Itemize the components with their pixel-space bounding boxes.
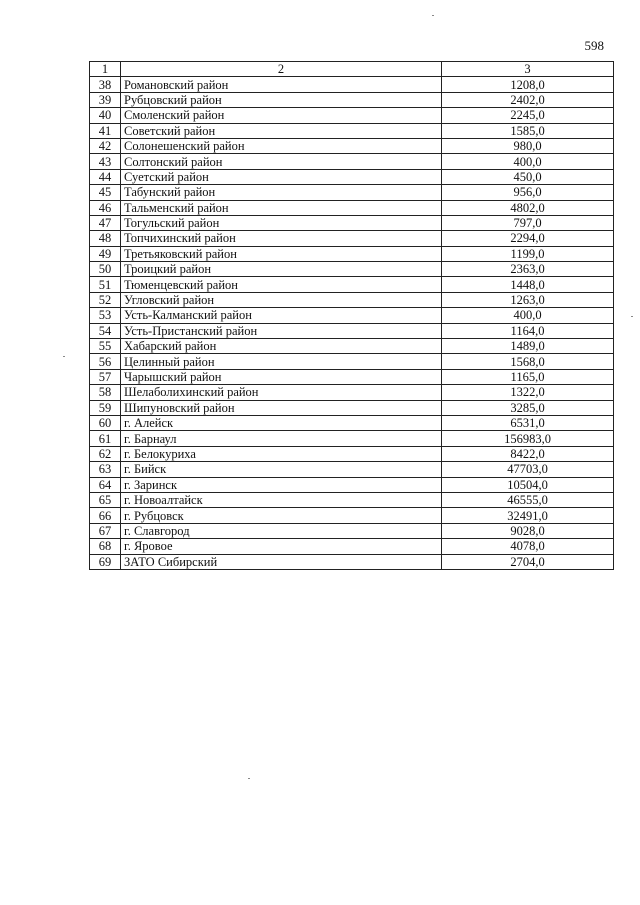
row-number: 43	[90, 154, 121, 169]
table-row	[90, 492, 614, 507]
table-row	[90, 446, 614, 461]
scan-speck	[631, 316, 633, 317]
row-number: 38	[90, 77, 121, 92]
row-value: 156983,0	[442, 431, 614, 446]
row-number: 45	[90, 185, 121, 200]
row-value: 1263,0	[442, 292, 614, 307]
row-value: 2704,0	[442, 554, 614, 569]
row-value: 400,0	[442, 308, 614, 323]
header-col-value: 3	[442, 62, 614, 77]
row-name: г. Новоалтайск	[121, 492, 442, 507]
table-row	[90, 400, 614, 415]
row-name: Романовский район	[121, 77, 442, 92]
table-row	[90, 138, 614, 153]
table-row	[90, 77, 614, 92]
row-name: ЗАТО Сибирский	[121, 554, 442, 569]
table-row	[90, 323, 614, 338]
row-value: 1568,0	[442, 354, 614, 369]
row-value: 6531,0	[442, 415, 614, 430]
table-row	[90, 339, 614, 354]
row-number: 53	[90, 308, 121, 323]
row-value: 46555,0	[442, 492, 614, 507]
table-row	[90, 385, 614, 400]
row-name: Смоленский район	[121, 108, 442, 123]
row-number: 65	[90, 492, 121, 507]
row-number: 69	[90, 554, 121, 569]
table-row	[90, 123, 614, 138]
row-number: 48	[90, 231, 121, 246]
row-name: Солонешенский район	[121, 138, 442, 153]
row-name: г. Рубцовск	[121, 508, 442, 523]
row-value: 3285,0	[442, 400, 614, 415]
row-name: Третьяковский район	[121, 246, 442, 261]
row-name: Троицкий район	[121, 262, 442, 277]
table-row	[90, 308, 614, 323]
table-row	[90, 246, 614, 261]
row-number: 55	[90, 339, 121, 354]
row-number: 59	[90, 400, 121, 415]
row-value: 797,0	[442, 215, 614, 230]
row-number: 68	[90, 539, 121, 554]
table-row	[90, 415, 614, 430]
table-row	[90, 554, 614, 569]
row-number: 40	[90, 108, 121, 123]
table-row	[90, 215, 614, 230]
row-value: 1165,0	[442, 369, 614, 384]
row-number: 57	[90, 369, 121, 384]
row-value: 1489,0	[442, 339, 614, 354]
row-number: 39	[90, 92, 121, 107]
row-value: 4078,0	[442, 539, 614, 554]
row-value: 1164,0	[442, 323, 614, 338]
table-row	[90, 523, 614, 538]
row-name: г. Бийск	[121, 462, 442, 477]
row-number: 58	[90, 385, 121, 400]
row-name: Топчихинский район	[121, 231, 442, 246]
row-number: 54	[90, 323, 121, 338]
table-row	[90, 508, 614, 523]
row-number: 67	[90, 523, 121, 538]
row-name: Тюменцевский район	[121, 277, 442, 292]
table-header-row	[90, 62, 614, 77]
row-name: Хабарский район	[121, 339, 442, 354]
row-number: 64	[90, 477, 121, 492]
row-name: Угловский район	[121, 292, 442, 307]
table-row	[90, 277, 614, 292]
table-row	[90, 154, 614, 169]
row-name: Солтонский район	[121, 154, 442, 169]
row-name: Целинный район	[121, 354, 442, 369]
row-value: 9028,0	[442, 523, 614, 538]
row-name: Шипуновский район	[121, 400, 442, 415]
row-value: 1448,0	[442, 277, 614, 292]
row-name: Чарышский район	[121, 369, 442, 384]
table-row	[90, 292, 614, 307]
row-number: 49	[90, 246, 121, 261]
row-number: 50	[90, 262, 121, 277]
row-name: г. Славгород	[121, 523, 442, 538]
table-row	[90, 169, 614, 184]
row-value: 1199,0	[442, 246, 614, 261]
row-name: г. Барнаул	[121, 431, 442, 446]
row-number: 62	[90, 446, 121, 461]
table-row	[90, 354, 614, 369]
row-value: 2245,0	[442, 108, 614, 123]
scan-speck	[432, 15, 434, 16]
table-row	[90, 185, 614, 200]
row-name: Табунский район	[121, 185, 442, 200]
row-number: 66	[90, 508, 121, 523]
row-number: 60	[90, 415, 121, 430]
row-value: 1322,0	[442, 385, 614, 400]
row-value: 2294,0	[442, 231, 614, 246]
row-number: 47	[90, 215, 121, 230]
row-value: 1585,0	[442, 123, 614, 138]
row-number: 52	[90, 292, 121, 307]
row-number: 51	[90, 277, 121, 292]
row-number: 42	[90, 138, 121, 153]
row-number: 61	[90, 431, 121, 446]
scan-speck	[63, 356, 65, 357]
budget-table	[89, 61, 614, 570]
table-row	[90, 92, 614, 107]
row-value: 47703,0	[442, 462, 614, 477]
row-name: Тальменский район	[121, 200, 442, 215]
table-row	[90, 369, 614, 384]
row-number: 56	[90, 354, 121, 369]
table-row	[90, 200, 614, 215]
row-value: 956,0	[442, 185, 614, 200]
row-name: Советский район	[121, 123, 442, 138]
row-name: Шелаболихинский район	[121, 385, 442, 400]
table-row	[90, 431, 614, 446]
row-number: 44	[90, 169, 121, 184]
scan-speck	[248, 778, 250, 779]
table-body	[90, 77, 614, 570]
row-name: Суетский район	[121, 169, 442, 184]
table-row	[90, 539, 614, 554]
row-value: 4802,0	[442, 200, 614, 215]
row-name: г. Белокуриха	[121, 446, 442, 461]
row-number: 41	[90, 123, 121, 138]
row-value: 32491,0	[442, 508, 614, 523]
row-value: 2363,0	[442, 262, 614, 277]
page-number: 598	[584, 38, 604, 53]
header-col-number: 1	[90, 62, 121, 77]
table-row	[90, 231, 614, 246]
row-value: 400,0	[442, 154, 614, 169]
table-row	[90, 462, 614, 477]
row-name: Тогульский район	[121, 215, 442, 230]
row-name: г. Заринск	[121, 477, 442, 492]
row-value: 8422,0	[442, 446, 614, 461]
row-name: г. Алейск	[121, 415, 442, 430]
table-row	[90, 477, 614, 492]
header-col-name: 2	[121, 62, 442, 77]
row-value: 980,0	[442, 138, 614, 153]
row-value: 2402,0	[442, 92, 614, 107]
table-row	[90, 108, 614, 123]
row-number: 63	[90, 462, 121, 477]
row-value: 10504,0	[442, 477, 614, 492]
row-value: 450,0	[442, 169, 614, 184]
row-name: Усть-Калманский район	[121, 308, 442, 323]
row-name: Усть-Пристанский район	[121, 323, 442, 338]
row-value: 1208,0	[442, 77, 614, 92]
row-name: г. Яровое	[121, 539, 442, 554]
table-row	[90, 262, 614, 277]
row-number: 46	[90, 200, 121, 215]
row-name: Рубцовский район	[121, 92, 442, 107]
